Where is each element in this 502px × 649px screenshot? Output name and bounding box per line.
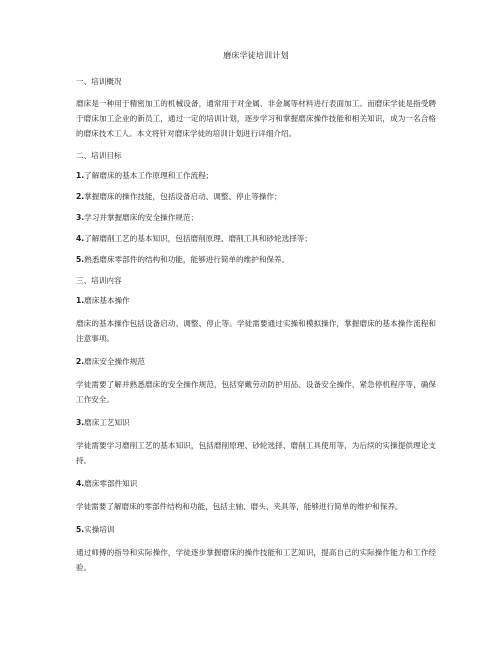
goal-item <box>76 191 436 203</box>
subsection-paragraph: 学徒需要了解并熟悉磨床的安全操作规范，包括穿戴劳动防护用品、设备安全操作、紧急停机程序等，确保工作安全。 <box>76 380 436 404</box>
subsection-title: 实操培训 <box>84 525 115 534</box>
subsection-paragraph: 通过师傅的指导和实际操作，学徒逐步掌握磨床的操作技能和工艺知识，提高自己的实际操作能力和工作经验。 <box>76 548 436 572</box>
subsection-title: 磨床基本操作 <box>84 296 130 305</box>
section-heading-overview: 一、培训概况 <box>76 77 122 86</box>
subsection-heading <box>76 356 436 368</box>
goal-number: 3. <box>76 213 85 222</box>
goal-item <box>76 233 436 245</box>
goal-text: 了解磨削工艺的基本知识，包括磨削原理、磨削工具和砂轮选择等； <box>84 234 312 243</box>
subsection-number: 2. <box>76 357 85 366</box>
section-paragraph-overview: 磨床是一种用于精密加工的机械设备，通常用于对金属、非金属等材料进行表面加工。而磨床学徒是指受聘于磨床加工企业的新员工，通过一定的培训计划，逐步学习和掌握磨床操作技能和相关知识，成为一名合格的磨床技术工人。本文将针对磨床学徒的培训计划进行详细介绍。 <box>76 99 436 138</box>
goal-text: 掌握磨床的操作技能，包括设备启动、调整、停止等操作； <box>84 192 282 201</box>
goal-item <box>76 212 436 224</box>
subsection-heading <box>76 295 436 307</box>
goal-text: 熟悉磨床零部件的结构和功能，能够进行简单的维护和保养。 <box>84 255 290 264</box>
subsection-paragraph: 学徒需要学习磨削工艺的基本知识，包括磨削原理、砂轮选择、磨削工具使用等，为后续的实操提供理论支持。 <box>76 441 436 465</box>
goal-item <box>76 254 436 266</box>
subsection-number: 3. <box>76 418 85 427</box>
subsection-title: 磨床安全操作规范 <box>84 357 145 366</box>
goal-number: 4. <box>76 234 85 243</box>
goal-text: 学习并掌握磨床的安全操作规范； <box>84 213 199 222</box>
goal-text: 了解磨床的基本工作原理和工作流程； <box>84 171 214 180</box>
subsection-paragraph: 磨床的基本操作包括设备启动、调整、停止等。学徒需要通过实操和模拟操作，掌握磨床的基本操作流程和注意事项。 <box>76 319 436 343</box>
section-heading-goals: 二、培训目标 <box>76 151 122 160</box>
goal-number: 5. <box>76 255 85 264</box>
goal-number: 2. <box>76 192 85 201</box>
subsection-title: 磨床零部件知识 <box>84 479 138 488</box>
subsection-number: 1. <box>76 296 85 305</box>
document-title: 磨床学徒培训计划 <box>223 51 289 60</box>
subsection-paragraph: 学徒需要了解磨床的零部件结构和功能，包括主轴、磨头、夹具等，能够进行简单的维护和保养。 <box>76 502 403 511</box>
goal-number: 1. <box>76 171 85 180</box>
subsection-number: 5. <box>76 525 85 534</box>
subsection-title: 磨床工艺知识 <box>84 418 130 427</box>
subsection-heading <box>76 417 436 429</box>
goal-item <box>76 170 436 182</box>
section-heading-content: 三、培训内容 <box>76 276 122 285</box>
subsection-heading <box>76 478 436 490</box>
subsection-heading <box>76 524 436 536</box>
subsection-number: 4. <box>76 479 85 488</box>
